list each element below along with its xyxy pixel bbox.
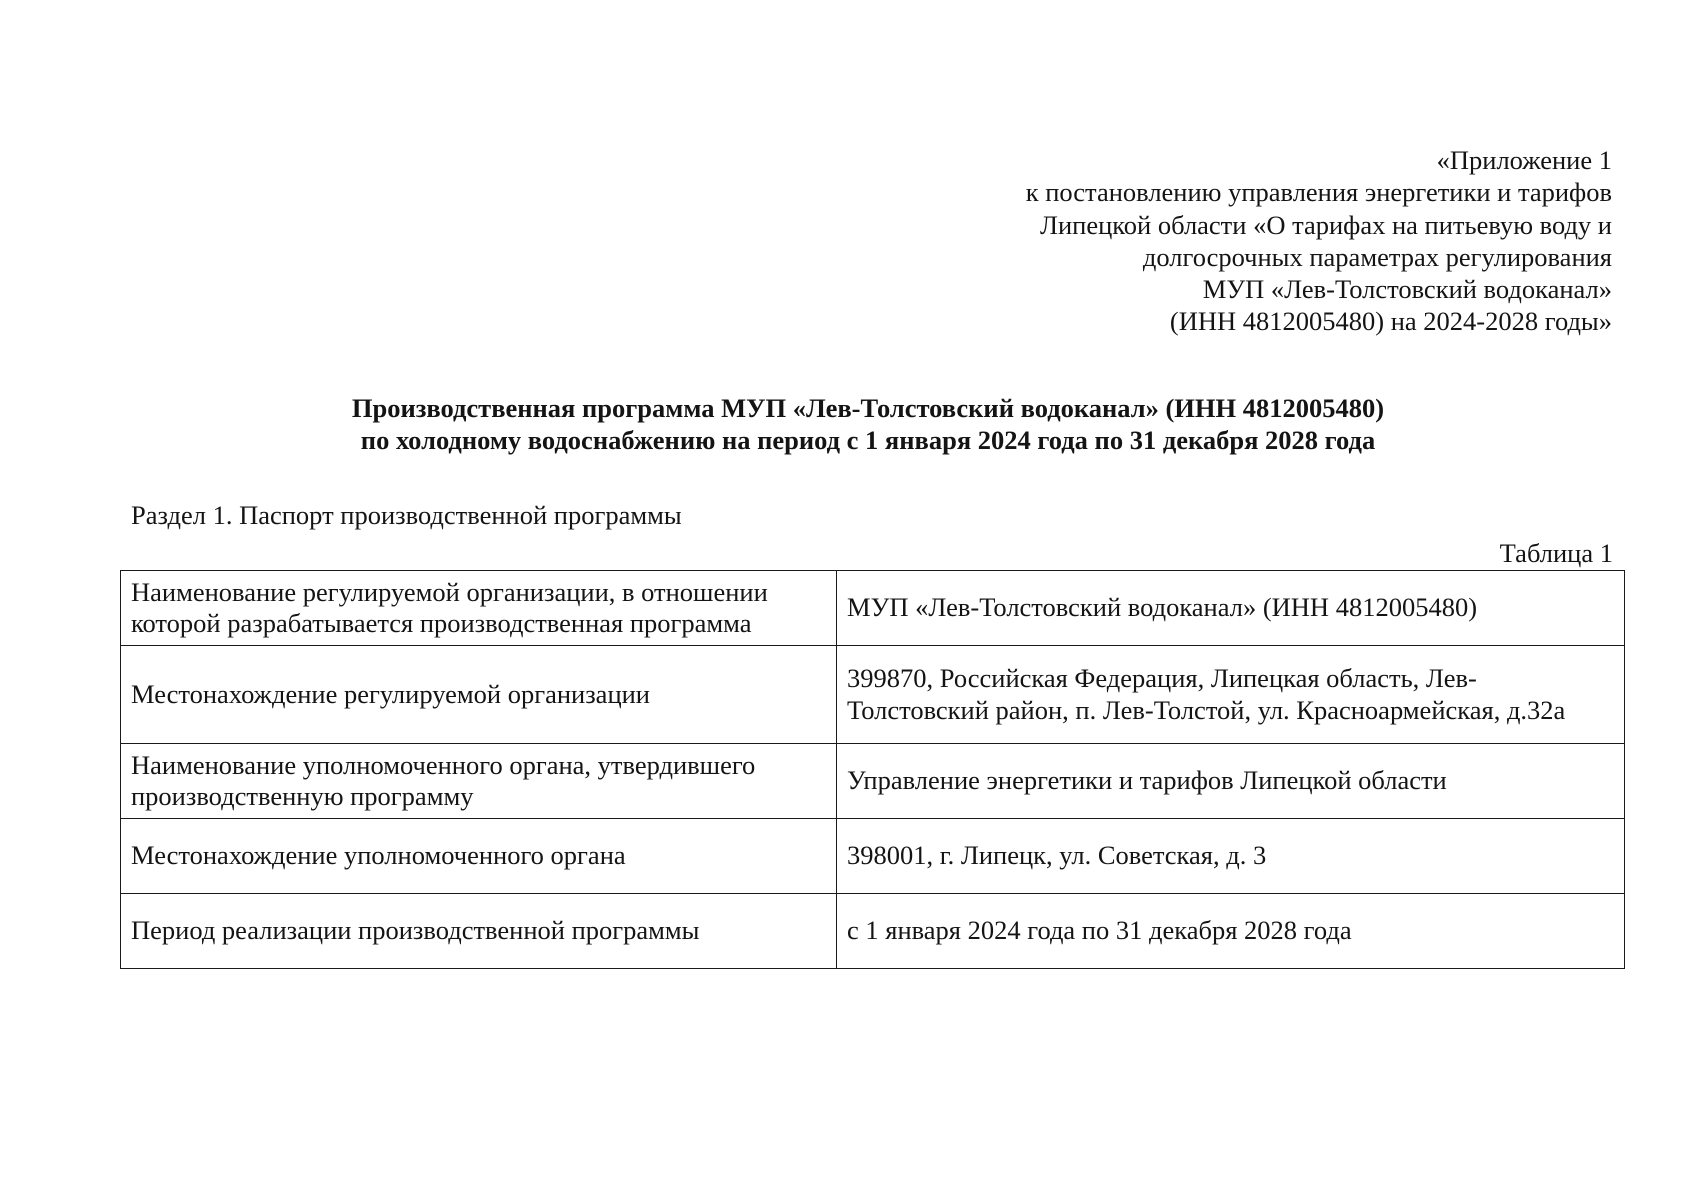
section-heading: Раздел 1. Паспорт производственной программы: [131, 500, 682, 530]
passport-table: [120, 570, 1625, 969]
table-row: [121, 646, 1625, 744]
table-cell-value: Управление энергетики и тарифов Липецкой области: [837, 744, 1625, 819]
appendix-line: долгосрочных параметрах регулирования: [1142, 241, 1612, 272]
table-cell-value: 399870, Российская Федерация, Липецкая область, Лев-Толстовский район, п. Лев-Толстой, ул. Красноармейская, д.32а: [837, 646, 1625, 744]
table-row: [121, 744, 1625, 819]
table-cell-label: Местонахождение уполномоченного органа: [121, 819, 837, 894]
appendix-line: Липецкой области «О тарифах на питьевую воду и: [1040, 209, 1612, 240]
table-cell-label: Наименование уполномоченного органа, утвердившего производственную программу: [121, 744, 837, 819]
document-title-line: Производственная программа МУП «Лев-Толстовский водоканал» (ИНН 4812005480): [351, 393, 1385, 423]
appendix-line: (ИНН 4812005480) на 2024-2028 годы»: [1169, 306, 1612, 337]
table-cell-value: 398001, г. Липецк, ул. Советская, д. 3: [837, 819, 1625, 894]
table-row: [121, 894, 1625, 969]
table-row: [121, 571, 1625, 646]
table-caption: Таблица 1: [1499, 538, 1613, 568]
table-cell-label: Наименование регулируемой организации, в отношении которой разрабатывается производственная программа: [121, 571, 837, 646]
table-cell-label: Период реализации производственной программы: [121, 894, 837, 969]
table-cell-label: Местонахождение регулируемой организации: [121, 646, 837, 744]
appendix-header: [1026, 144, 1612, 338]
appendix-line: к постановлению управления энергетики и тарифов: [1025, 177, 1612, 208]
table-row: [121, 819, 1625, 894]
table-cell-value: с 1 января 2024 года по 31 декабря 2028 года: [837, 894, 1625, 969]
table-cell-value: МУП «Лев-Толстовский водоканал» (ИНН 4812005480): [837, 571, 1625, 646]
document-title: [0, 392, 1696, 456]
appendix-line: МУП «Лев-Толстовский водоканал»: [1202, 274, 1612, 305]
appendix-line: «Приложение 1: [1436, 145, 1612, 175]
document-title-line: по холодному водоснабжению на период с 1 января 2024 года по 31 декабря 2028 года: [360, 425, 1376, 455]
